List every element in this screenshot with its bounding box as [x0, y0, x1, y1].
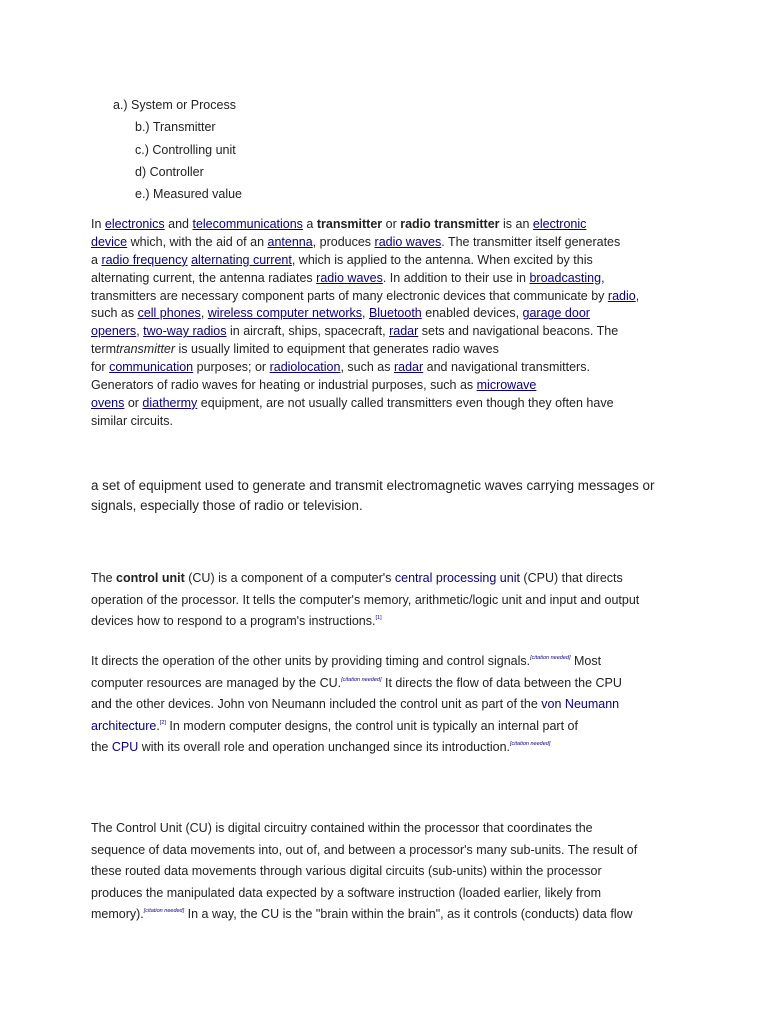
link-electronics[interactable]: electronics: [104, 217, 165, 231]
control-unit-paragraph-3: The Control Unit (CU) is digital circuitry contained within the processor that coordinates the sequence of data movements into, out of, and between a processor's many sub-units. The result of these routed data movements through various digital circuits (sub-units) within the processor produces the manipulated data expected by a software instruction (loaded earlier, likely from memory).[citation needed] In a way, the CU is the "brain within the brain", as it controls (conducts) data flow: [91, 821, 638, 922]
link-microwave-ovens[interactable]: microwave: [476, 378, 537, 393]
link-diathermy[interactable]: diathermy: [142, 395, 198, 410]
citation-needed-link[interactable]: [citation needed]: [341, 676, 382, 683]
link-communication[interactable]: communication: [109, 360, 194, 375]
link-von-neumann-architecture[interactable]: von Neumann: [541, 697, 620, 712]
link-radar[interactable]: radar: [393, 360, 424, 375]
control-unit-paragraph-2: It directs the operation of the other units by providing timing and control signals.[citation needed] Most computer resources are managed by the CU.[citation needed] It directs the flow of data between the CPU and the other devices. John von Neumann included the control unit as part of the von Neumann architecture.[2] In modern computer designs, the control unit is typically an internal part of the CPU with its overall role and operation unchanged since its introduction.[citation needed]: [91, 654, 622, 755]
list-item: c.) Controlling unit: [135, 142, 236, 157]
link-broadcasting[interactable]: broadcasting: [529, 270, 602, 285]
citation-needed-link[interactable]: [citation needed]: [530, 655, 571, 661]
link-radio-waves[interactable]: radio waves: [316, 270, 383, 285]
citation-needed-link[interactable]: [citation needed]: [510, 741, 551, 748]
list-item: b.) Transmitter: [135, 120, 216, 134]
list-item: a.) System or Process: [113, 98, 236, 112]
control-unit-paragraph-1: The control unit (CU) is a component of a computer's central processing unit (CPU) that directs operation of the processor. It tells the computer's memory, arithmetic/logic unit and input and output devices how to respond to a program's instructions.[1]: [91, 571, 640, 629]
link-bluetooth[interactable]: Bluetooth: [368, 306, 422, 321]
link-garage-door-openers[interactable]: garage door: [522, 306, 590, 321]
reference-link[interactable]: [1]: [375, 615, 382, 622]
link-radio-frequency[interactable]: radio frequency: [101, 252, 188, 267]
term-radio-transmitter: radio transmitter: [400, 217, 500, 231]
link-telecommunications[interactable]: telecommunications: [192, 217, 303, 231]
link-electronic-device[interactable]: electronic: [532, 217, 587, 231]
link-wireless-networks[interactable]: wireless computer networks: [207, 306, 362, 321]
term-transmitter: transmitter: [316, 217, 383, 231]
link-radio-waves[interactable]: radio waves: [374, 234, 442, 249]
link-cpu[interactable]: CPU: [111, 740, 139, 755]
link-cell-phones[interactable]: cell phones: [137, 306, 201, 321]
link-antenna[interactable]: antenna: [267, 234, 313, 249]
list-item: d) Controller: [135, 165, 204, 179]
citation-needed-link[interactable]: [citation needed]: [143, 908, 185, 915]
link-electronic-device[interactable]: device: [91, 234, 128, 249]
transmitter-definition: a set of equipment used to generate and transmit electromagnetic waves carrying messages or signals, especially those of radio or television.: [91, 478, 655, 513]
link-alternating-current[interactable]: alternating current: [191, 252, 292, 267]
transmitter-paragraph: In electronics and telecommunications a transmitter or radio transmitter is an electronic device which, with the aid of an antenna, produces radio waves. The transmitter itself generates a radio frequency alternating current, which is applied to the antenna. When excited by this alternating current, the antenna radiates radio waves. In addition to their use in broadcasting, transmitters are necessary component parts of many electronic devices that communicate by radio, such as cell phones, wireless computer networks, Bluetooth enabled devices, garage door openers, two-way radios in aircraft, ships, spacecraft, radar sets and navigational beacons. The termtransmitter is usually limited to equipment that generates radio waves for communication purposes; or radiolocation, such as radar and navigational transmitters. Generators of radio waves for heating or industrial purposes, such as microwave ovens or diathermy equipment, are not usually called transmitters even though they often have similar circuits.: [91, 217, 640, 428]
link-radiolocation[interactable]: radiolocation: [269, 360, 341, 375]
term-control-unit: control unit: [116, 571, 185, 585]
link-garage-door-openers[interactable]: openers: [91, 324, 137, 339]
reference-link[interactable]: [2]: [159, 719, 166, 726]
link-von-neumann-architecture[interactable]: architecture: [91, 718, 157, 733]
link-radar[interactable]: radar: [389, 324, 419, 339]
link-radio[interactable]: radio: [607, 288, 636, 303]
link-central-processing-unit[interactable]: central processing unit: [394, 571, 520, 585]
link-two-way-radios[interactable]: two-way radios: [143, 324, 227, 339]
link-microwave-ovens[interactable]: ovens: [91, 395, 125, 410]
list-item: e.) Measured value: [135, 187, 243, 201]
